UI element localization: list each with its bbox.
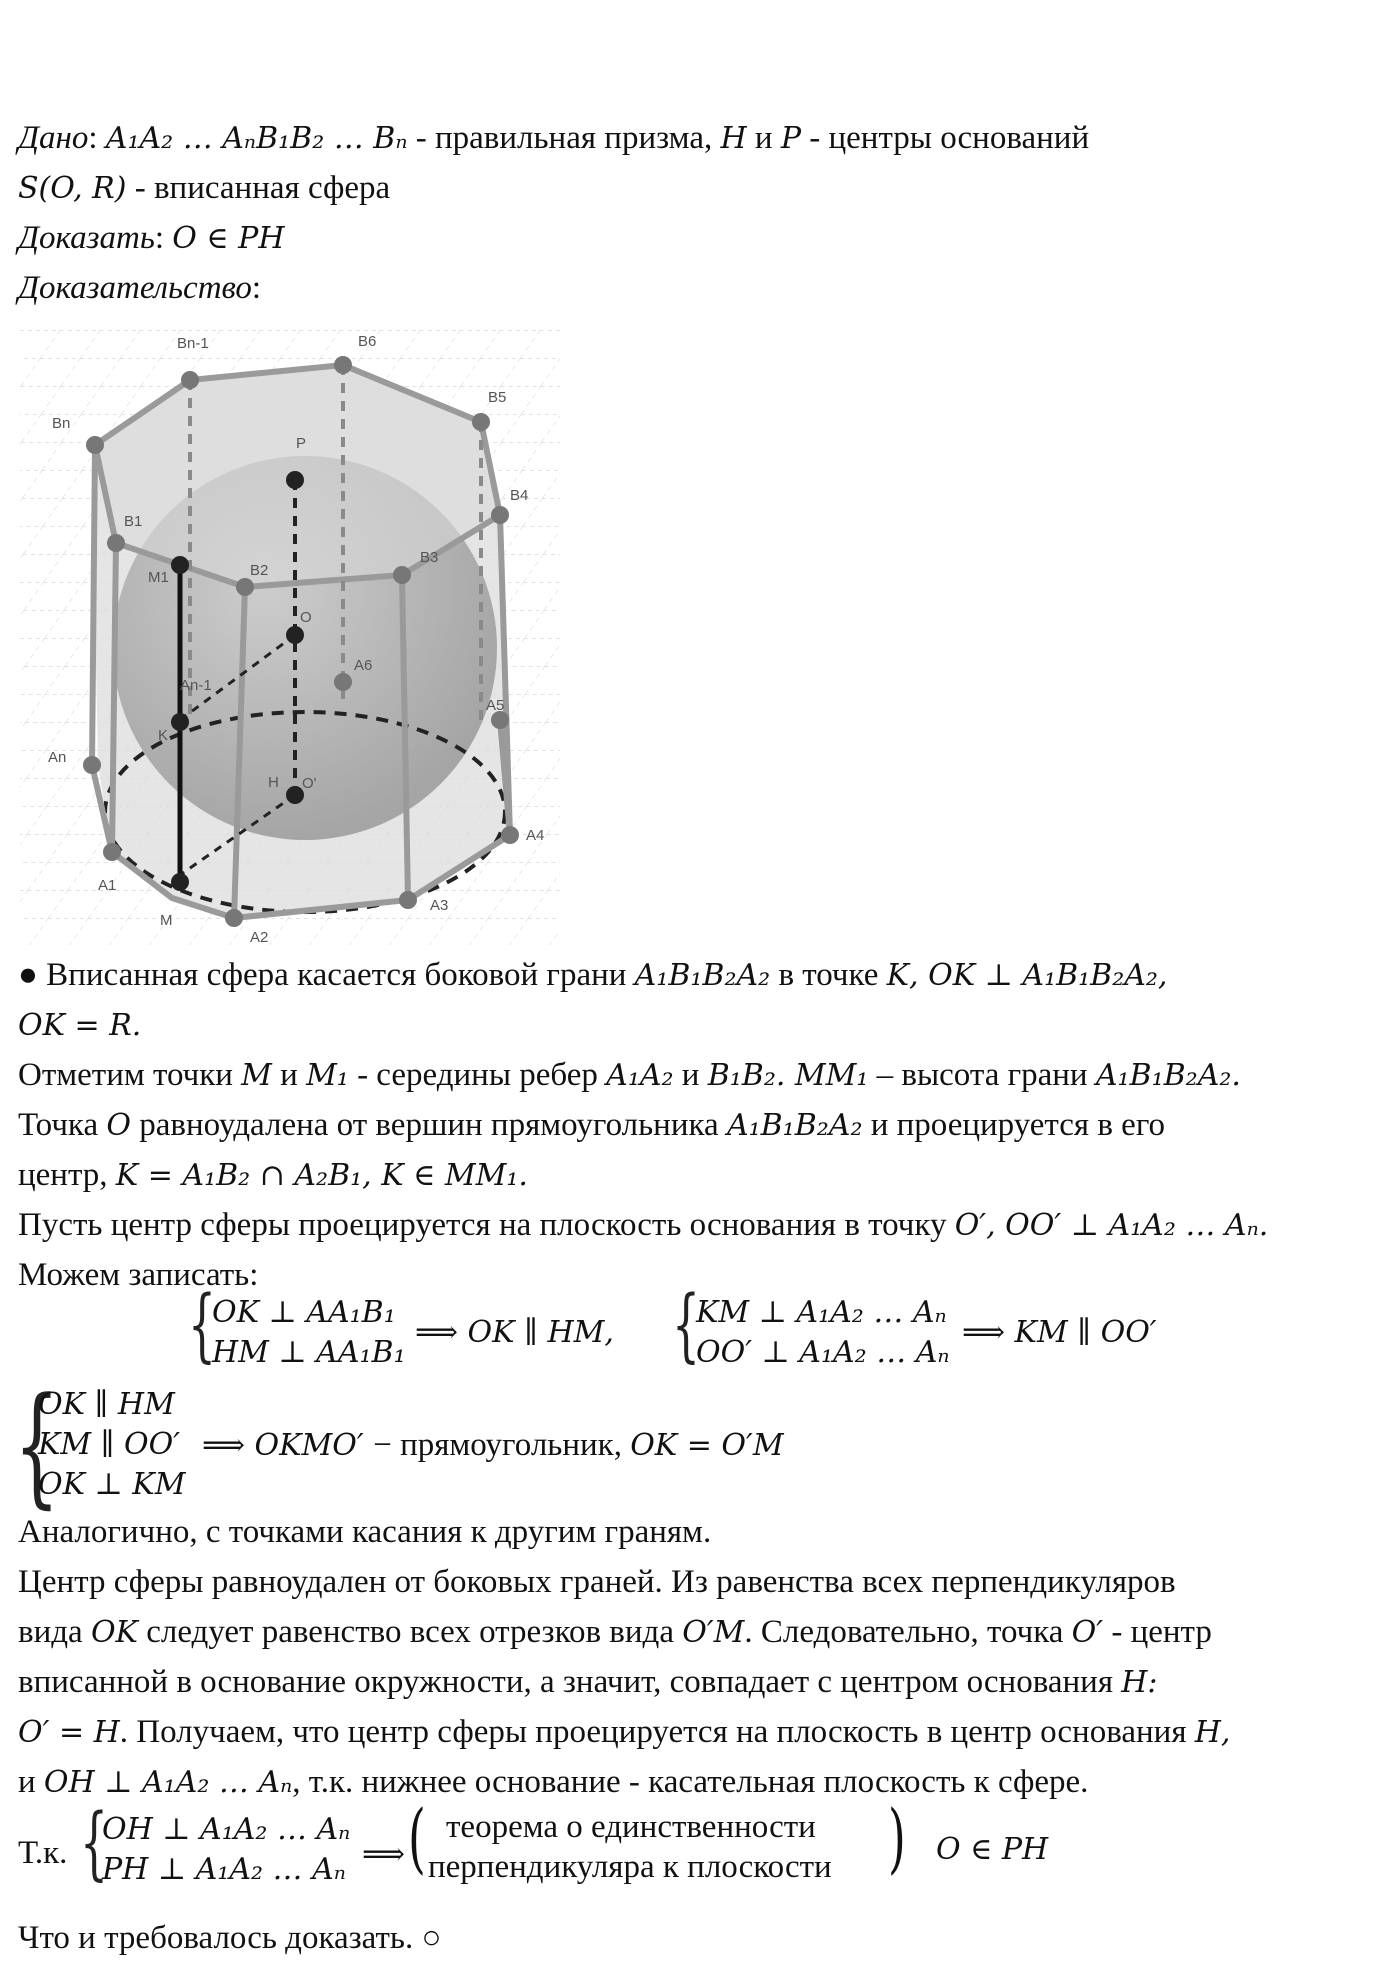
center-h: H <box>720 121 747 156</box>
brace-3: { <box>14 1369 60 1521</box>
body-line-6 <box>18 1205 1268 1246</box>
rectangle-notation: A₁B₁B₂A₂ <box>726 1108 863 1143</box>
svg-text:Bn: Bn <box>52 415 71 432</box>
face-notation-2: A₁B₁B₂A₂. <box>1095 1058 1241 1093</box>
svg-text:B6: B6 <box>358 333 377 350</box>
o-prime-equals-h: O′ = H <box>18 1715 120 1750</box>
sphere-text: - вписанная сфера <box>126 170 391 206</box>
svg-text:A2: A2 <box>250 929 269 945</box>
paren-right: ) <box>888 1793 906 1882</box>
svg-text:A5: A5 <box>486 697 505 714</box>
point-m1: M₁ <box>306 1058 349 1093</box>
sys3-line-a: OK ∥ HM <box>38 1387 175 1422</box>
svg-text:O: O <box>300 609 312 626</box>
oh-perp: OH ⊥ A₁A₂ … Aₙ <box>43 1765 293 1800</box>
svg-text:A3: A3 <box>430 897 449 914</box>
sys3-line-b: KM ∥ OO′ <box>38 1427 181 1462</box>
proof-label-line: Доказательство: <box>18 270 262 306</box>
svg-text:A1: A1 <box>98 877 117 894</box>
body-line-9 <box>18 1562 1176 1602</box>
and-text-2: и <box>271 1057 307 1093</box>
midpoints-text: - середины ребер <box>348 1057 607 1093</box>
final-statement: O ∈ PH <box>936 1832 1049 1867</box>
okmo-notation: ⟹ OKMO′ <box>202 1428 374 1463</box>
equidistant-text: равноудалена от вершин прямоугольника <box>130 1107 727 1143</box>
svg-text:H: H <box>268 774 279 791</box>
equidistant-faces-text: Центр сферы равноудален от боковых граней. Из равенства всех перпендикуляров <box>18 1564 1176 1600</box>
body-line-10: вида OK следует равенство всех отрезков вида O′M. Следовательно, точка O′ - центр <box>18 1614 1212 1650</box>
body-line-13: и OH ⊥ A₁A₂ … Aₙ, т.к. нижнее основание - касательная плоскость к сфере. <box>18 1764 1089 1800</box>
center-text: центр, <box>18 1157 116 1193</box>
end-line <box>18 1918 441 1958</box>
brace-1: { <box>188 1278 216 1371</box>
body-line-3 <box>18 1055 1241 1096</box>
h-notation-2: H, <box>1194 1715 1231 1750</box>
sys1-result: ⟹ OK ∥ HM, <box>415 1315 614 1350</box>
rectangle-text: − прямоугольник, <box>373 1427 631 1463</box>
sys2-line-b: OO′ ⊥ A₁A₂ … Aₙ <box>696 1335 950 1370</box>
ok-notation: OK <box>90 1615 138 1650</box>
face-notation-1: A₁B₁B₂A₂ <box>634 958 771 993</box>
sys1-line-b: HM ⊥ AA₁B₁ <box>212 1335 406 1370</box>
h-notation: H: <box>1121 1665 1158 1700</box>
oo-perp: O′, OO′ ⊥ A₁A₂ … Aₙ. <box>954 1208 1269 1243</box>
theorem-line-1: теорема о единственности <box>446 1809 816 1845</box>
center-p: P <box>780 121 802 156</box>
body-line-8 <box>18 1512 711 1552</box>
om-notation: O′M <box>682 1615 745 1650</box>
sys2-result: ⟹ KM ∥ OO′ <box>962 1315 1157 1350</box>
prove-line: Доказать: O ∈ PH <box>18 220 285 256</box>
sys1-line-a: OK ⊥ AA₁B₁ <box>212 1295 396 1330</box>
centers-text: - центры оснований <box>801 120 1090 156</box>
theorem-line-2: перпендикуляра к плоскости <box>428 1849 832 1885</box>
ok-equals-r: OK = R. <box>18 1008 142 1043</box>
sys2-line-a: KM ⊥ A₁A₂ … Aₙ <box>696 1295 947 1330</box>
svg-text:B3: B3 <box>420 549 439 566</box>
tk-label: Т.к. <box>18 1835 68 1871</box>
body-line-11: вписанной в основание окружности, а значит, совпадает с центром основания H: <box>18 1664 1158 1700</box>
prism-sphere-figure <box>20 330 560 945</box>
qed-text: Что и требовалось доказать. ○ <box>18 1920 442 1956</box>
svg-text:B1: B1 <box>124 513 143 530</box>
sys3-result <box>202 1425 784 1466</box>
sys3-line-c: OK ⊥ KM <box>38 1467 186 1502</box>
body-line-7 <box>18 1255 258 1295</box>
svg-text:M1: M1 <box>148 569 169 586</box>
edge-b1b2-mm1: B₁B₂. MM₁ <box>707 1058 869 1093</box>
body-line-4 <box>18 1105 1165 1146</box>
body-line-12: O′ = H. Получаем, что центр сферы проецируется на плоскость в центр основания H, <box>18 1714 1231 1750</box>
point-o: O <box>106 1108 131 1143</box>
k-intersection: K = A₁B₂ ∩ A₂B₁, K ∈ MM₁. <box>115 1158 528 1193</box>
given-label: Дано <box>18 120 89 156</box>
point-text: Точка <box>18 1107 107 1143</box>
given-line: Дано: A₁A₂ … AₙB₁B₂ … Bₙ - правильная призма, H и P - центры оснований <box>18 120 1090 156</box>
proof-label: Доказательство <box>18 270 252 306</box>
sphere-line <box>18 168 390 209</box>
svg-text:Bn-1: Bn-1 <box>177 335 209 352</box>
and-text-3: и <box>673 1057 708 1093</box>
can-write-text: Можем записать: <box>18 1257 259 1293</box>
svg-text:B2: B2 <box>250 562 269 579</box>
height-text: – высота грани <box>868 1057 1096 1093</box>
prism-text: - правильная призма, <box>407 120 721 156</box>
ok-equals-om: OK = O′M <box>630 1428 784 1463</box>
sphere-notation: 𝑆(O, R) <box>18 171 127 206</box>
brace-2: { <box>672 1278 700 1371</box>
sys4-line-a: OH ⊥ A₁A₂ … Aₙ <box>102 1812 351 1847</box>
at-point-text: в точке <box>770 957 887 993</box>
projects-text: и проецируется в его <box>862 1107 1166 1143</box>
svg-text:B4: B4 <box>510 487 529 504</box>
tangent-text: ● Вписанная сфера касается боковой грани <box>18 957 635 993</box>
prove-label: Доказать <box>18 220 155 256</box>
paren-left: ( <box>408 1793 426 1882</box>
projection-text: Пусть центр сферы проецируется на плоскость основания в точку <box>18 1207 955 1243</box>
prism-notation: A₁A₂ … AₙB₁B₂ … Bₙ <box>105 121 408 156</box>
ok-perp-face: K, OK ⊥ A₁B₁B₂A₂, <box>886 958 1168 993</box>
sys4-line-b: PH ⊥ A₁A₂ … Aₙ <box>102 1852 346 1887</box>
edge-a1a2: A₁A₂ <box>606 1058 674 1093</box>
prove-statement: O ∈ PH <box>172 221 285 256</box>
svg-text:An: An <box>48 749 67 766</box>
body-line-2 <box>18 1005 141 1046</box>
svg-text:An-1: An-1 <box>180 677 212 694</box>
svg-text:K: K <box>158 727 169 744</box>
sys4-arrow: ⟹ <box>362 1837 406 1872</box>
similarly-text: Аналогично, с точками касания к другим граням. <box>18 1514 712 1550</box>
o-prime-notation: O′ <box>1071 1615 1104 1650</box>
body-line-5 <box>18 1155 528 1196</box>
and-text: и <box>746 120 781 156</box>
svg-text:A6: A6 <box>354 657 373 674</box>
svg-text:B5: B5 <box>488 389 507 406</box>
svg-text:P: P <box>296 435 307 452</box>
point-m: M <box>241 1058 272 1093</box>
mark-points-text: Отметим точки <box>18 1057 242 1093</box>
svg-text:O': O' <box>302 775 317 792</box>
body-line-1 <box>18 955 1167 996</box>
svg-text:M: M <box>160 912 173 929</box>
brace-4: { <box>80 1796 108 1889</box>
svg-text:A4: A4 <box>526 827 545 844</box>
